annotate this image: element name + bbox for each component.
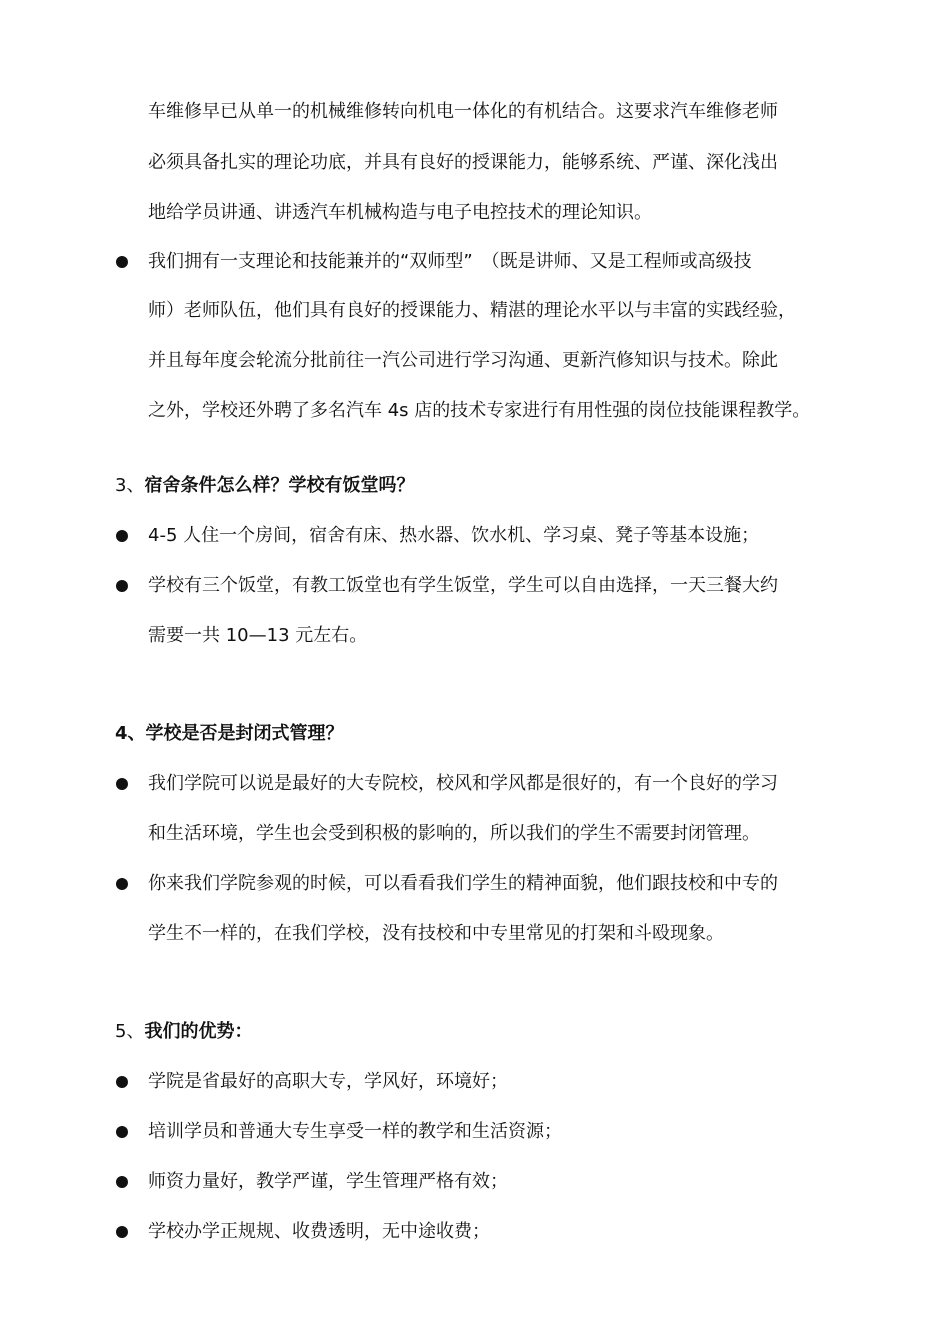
bullet-dot bbox=[116, 1076, 128, 1088]
bullet-dot bbox=[116, 1226, 128, 1238]
bullet-dot bbox=[116, 778, 128, 790]
section-number: 5、 bbox=[115, 1021, 145, 1042]
bullet-dot bbox=[116, 1176, 128, 1188]
section-heading-5 bbox=[115, 1019, 252, 1045]
list-item: 我们学院可以说是最好的大专院校，校风和学风都是很好的，有一个良好的学习 bbox=[148, 773, 778, 794]
section-number: 3、 bbox=[115, 475, 145, 496]
list-item: 你来我们学院参观的时候，可以看看我们学生的精神面貌，他们跟技校和中专的 bbox=[148, 873, 778, 894]
section-number: 4、 bbox=[115, 723, 146, 744]
section-heading-4 bbox=[115, 721, 344, 747]
section-title: 我们的优势： bbox=[144, 1021, 253, 1042]
list-item: 4-5 人住一个房间，宿舍有床、热水器、饮水机、学习桌、凳子等基本设施； bbox=[148, 525, 760, 546]
list-item: 师资力量好，教学严谨，学生管理严格有效； bbox=[148, 1171, 508, 1192]
list-item-line: 和生活环境，学生也会受到积极的影响的，所以我们的学生不需要封闭管理。 bbox=[148, 823, 760, 844]
paragraph-line: 地给学员讲通、讲透汽车机械构造与电子电控技术的理论知识。 bbox=[148, 202, 652, 223]
list-item: 我们拥有一支理论和技能兼并的“双师型” （既是讲师、又是工程师或高级技 bbox=[148, 251, 752, 272]
paragraph-line: 车维修早已从单一的机械维修转向机电一体化的有机结合。这要求汽车维修老师 bbox=[148, 101, 778, 122]
section-heading-3 bbox=[115, 473, 414, 499]
list-item: 学校办学正规规、收费透明，无中途收费； bbox=[148, 1221, 490, 1242]
list-item-line: 需要一共 10—13 元左右。 bbox=[148, 625, 368, 646]
bullet-dot bbox=[116, 256, 128, 268]
list-item-line: 师）老师队伍，他们具有良好的授课能力、精湛的理论水平以与丰富的实践经验， bbox=[148, 300, 796, 321]
section-title: 学校是否是封闭式管理？ bbox=[145, 723, 344, 744]
list-item-line: 并且每年度会轮流分批前往一汽公司进行学习沟通、更新汽修知识与技术。除此 bbox=[148, 350, 778, 371]
list-item-line: 学生不一样的，在我们学校，没有技校和中专里常见的打架和斗殴现象。 bbox=[148, 923, 724, 944]
bullet-dot bbox=[116, 580, 128, 592]
list-item-line: 之外，学校还外聘了多名汽车 4s 店的技术专家进行有用性强的岗位技能课程教学。 bbox=[148, 400, 811, 421]
paragraph-line: 必须具备扎实的理论功底，并具有良好的授课能力，能够系统、严谨、深化浅出 bbox=[148, 152, 778, 173]
list-item: 培训学员和普通大专生享受一样的教学和生活资源； bbox=[148, 1121, 562, 1142]
list-item: 学院是省最好的高职大专，学风好，环境好； bbox=[148, 1071, 508, 1092]
list-item: 学校有三个饭堂，有教工饭堂也有学生饭堂，学生可以自由选择，一天三餐大约 bbox=[148, 575, 778, 596]
bullet-dot bbox=[116, 1126, 128, 1138]
bullet-dot bbox=[116, 530, 128, 542]
bullet-dot bbox=[116, 878, 128, 890]
section-title: 宿舍条件怎么样？学校有饭堂吗？ bbox=[144, 475, 415, 496]
